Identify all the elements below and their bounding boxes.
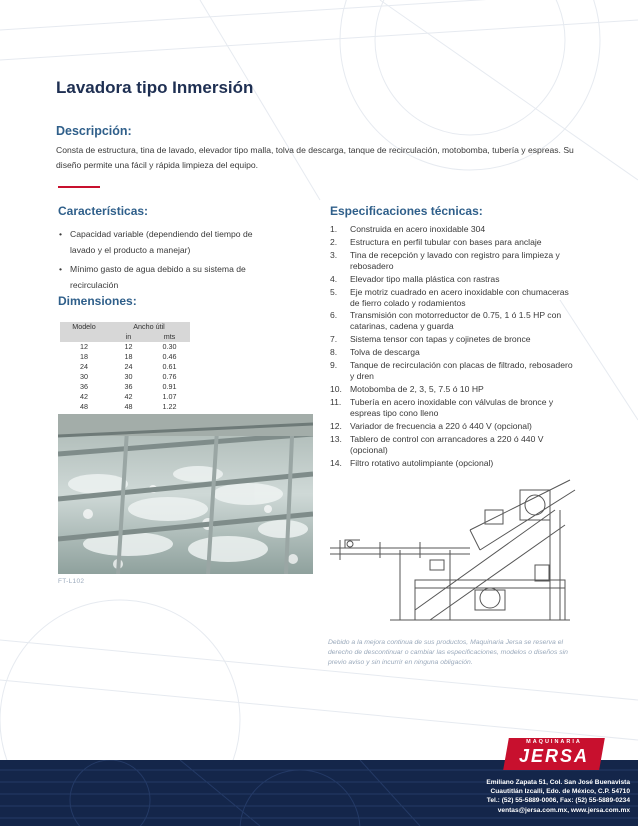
cell-mts: 1.07 — [162, 392, 177, 401]
spec-text: Construida en acero inoxidable 304 — [350, 224, 486, 234]
column-header-mts: mts — [149, 332, 190, 342]
cell-modelo: 12 — [80, 342, 88, 351]
spec-item — [330, 334, 578, 345]
spec-number: 2. — [330, 236, 338, 247]
cell-mts: 0.46 — [162, 352, 177, 361]
spec-number: 5. — [330, 286, 338, 297]
cell-mts: 0.61 — [162, 362, 177, 371]
spec-item — [330, 250, 578, 272]
cell-mts: 0.30 — [162, 342, 177, 351]
cell-mts: 0.91 — [162, 382, 177, 391]
column-header-blank — [60, 332, 108, 342]
spec-item — [330, 347, 578, 358]
spec-number: 6. — [330, 310, 338, 321]
table-row — [60, 352, 190, 362]
spec-number: 11. — [330, 396, 342, 407]
cell-mts: 0.76 — [162, 372, 177, 381]
spec-item — [330, 310, 578, 332]
cell-in: 42 — [124, 392, 133, 401]
accent-divider — [58, 186, 100, 188]
cell-in: 18 — [124, 352, 133, 361]
spec-item — [330, 421, 578, 432]
address-line: Cuautitlán Izcalli, Edo. de México, C.P. 54710 — [490, 788, 630, 796]
cell-modelo: 42 — [80, 392, 88, 401]
spec-number: 14. — [330, 457, 342, 468]
spec-item — [330, 274, 578, 285]
spec-text: Variador de frecuencia a 220 ó 440 V (opcional) — [350, 420, 532, 431]
spec-text: Motobomba de 2, 3, 5, 7.5 ó 10 HP — [350, 384, 484, 395]
specs-list — [330, 224, 578, 470]
brand-logo-subtitle: MAQUINARIA — [526, 739, 582, 745]
cell-in: 36 — [124, 382, 133, 391]
spec-text: Transmisión con motorreductor de 0.75, 1 ó 1.5 HP con catarinas, cadena y guarda — [350, 310, 562, 332]
description-text: Consta de estructura, tina de lavado, elevador tipo malla, tolva de descarga, tanque de recirculación, motobomba, tubería y espreas. Su diseño permite una fácil y rápida limpieza del equipo. — [56, 145, 574, 170]
spec-number: 9. — [330, 360, 338, 371]
spec-text: Filtro rotativo autolimpiante (opcional) — [350, 457, 494, 468]
spec-number: 12. — [330, 420, 342, 431]
spec-number: 3. — [330, 249, 338, 260]
dimensions-heading: Dimensiones: — [58, 294, 137, 308]
table-row — [60, 372, 190, 382]
cell-in: 30 — [124, 372, 133, 381]
column-header-ancho: Ancho útil — [108, 322, 190, 332]
photo-code: FT-L102 — [58, 578, 85, 585]
spec-number: 1. — [330, 224, 338, 234]
table-row — [60, 362, 190, 372]
address-line: Emiliano Zapata 51, Col. San José Buenavista — [486, 779, 630, 786]
spec-text: Tablero de control con arrancadores a 220 ó 440 V (opcional) — [350, 433, 544, 455]
washer-photo — [58, 414, 313, 574]
spec-item — [330, 458, 578, 469]
table-row — [60, 402, 190, 412]
cell-modelo: 24 — [80, 362, 88, 371]
column-header-in: in — [108, 332, 149, 342]
cell-modelo: 48 — [80, 402, 88, 411]
spec-item — [330, 237, 578, 248]
brand-logo: JERSA — [518, 746, 590, 766]
spec-number: 13. — [330, 433, 342, 444]
spec-text: Tanque de recirculación con placas de filtrado, rebosadero y dren — [350, 360, 573, 382]
spec-item — [330, 287, 578, 309]
feature-item: • Capacidad variable (dependiendo del tiempo de lavado y el producto a manejar) — [58, 226, 278, 258]
cell-modelo: 30 — [80, 372, 88, 381]
spec-text: Sistema tensor con tapas y cojinetes de bronce — [350, 334, 531, 345]
spec-item — [330, 397, 578, 419]
table-row — [60, 382, 190, 392]
cell-modelo: 18 — [80, 352, 88, 361]
spec-text: Eje motriz cuadrado en acero inoxidable con chumaceras de fierro colado y rodamientos — [350, 286, 569, 308]
cell-mts: 1.22 — [162, 402, 177, 411]
spec-text: Tubería en acero inoxidable con válvulas de bronce y espreas tipo cono lleno — [350, 396, 554, 418]
table-row — [60, 342, 190, 352]
spec-number: 8. — [330, 347, 338, 358]
features-list — [58, 226, 278, 296]
cell-in: 48 — [124, 402, 133, 411]
company-address — [430, 778, 630, 815]
address-line: ventas@jersa.com.mx, www.jersa.com.mx — [497, 806, 630, 814]
spec-text: Elevador tipo malla plástica con rastras — [350, 273, 500, 284]
spec-item — [330, 384, 578, 395]
cell-modelo: 36 — [80, 382, 88, 391]
machine-drawing — [320, 470, 582, 630]
spec-number: 10. — [330, 384, 342, 395]
table-row — [60, 392, 190, 402]
dimensions-table — [60, 322, 190, 412]
spec-item — [330, 360, 578, 382]
spec-text: Tolva de descarga — [350, 347, 420, 358]
specs-heading: Especificaciones técnicas: — [330, 204, 483, 218]
spec-text: Tina de recepción y lavado con registro para limpieza y rebosadero — [350, 249, 560, 271]
spec-text: Estructura en perfil tubular con bases para anclaje — [350, 236, 542, 247]
cell-in: 12 — [124, 342, 133, 351]
spec-number: 4. — [330, 273, 338, 284]
spec-item — [330, 224, 578, 235]
cell-in: 24 — [124, 362, 133, 371]
feature-item: • Mínimo gasto de agua debido a su sistema de recirculación — [58, 261, 278, 293]
column-header-modelo: Modelo — [60, 322, 108, 332]
page-title: Lavadora tipo Inmersión — [56, 78, 254, 97]
spec-item — [330, 434, 578, 456]
address-line: Tel.: (52) 55-5889-0006, Fax: (52) 55-5889-0234 — [486, 797, 630, 805]
spec-number: 7. — [330, 334, 338, 345]
disclaimer-text: Debido a la mejora continua de sus productos, Maquinaria Jersa se reserva el derecho de descontinuar o cambiar las especificaciones, modelos o diseños sin previo aviso y sin incurrir en ninguna obligación. — [328, 639, 568, 666]
features-heading: Características: — [58, 204, 149, 218]
description-heading: Descripción: — [56, 124, 132, 138]
